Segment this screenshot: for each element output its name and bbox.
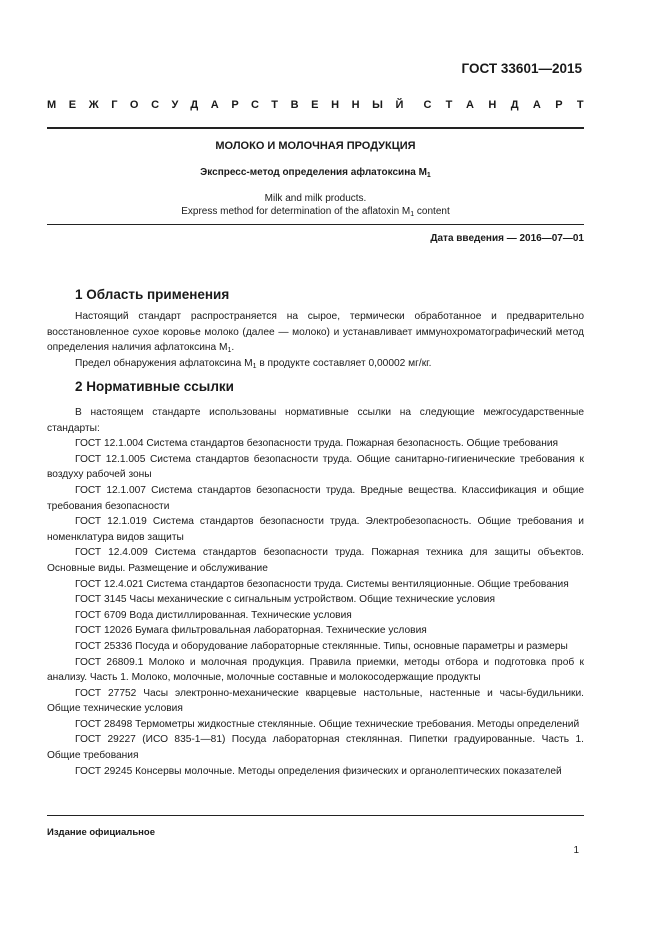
standard-code: ГОСТ 33601—2015	[461, 61, 582, 76]
footer-rule	[47, 815, 584, 816]
section-1-paragraph-1	[47, 309, 584, 356]
normative-references-list	[47, 436, 584, 779]
reference-item: ГОСТ 25336 Посуда и оборудование лабораторные стеклянные. Типы, основные параметры и размеры	[75, 640, 568, 652]
section-1-p2-suffix: в продукте составляет 0,00002 мг/кг.	[256, 357, 432, 369]
english-title-line2-suffix: content	[414, 206, 450, 217]
reference-item: ГОСТ 12026 Бумага фильтровальная лабораторная. Технические условия	[75, 625, 427, 637]
section-2-intro: В настоящем стандарте использованы нормативные ссылки на следующие межгосударственные стандарты:	[47, 407, 584, 434]
reference-item: ГОСТ 12.4.009 Система стандартов безопасности труда. Пожарная техника для защиты объектов. Основные виды. Размещение и обслуживание	[47, 547, 584, 574]
reference-item: ГОСТ 12.1.019 Система стандартов безопасности труда. Электробезопасность. Общие требования и номенклатура видов защиты	[47, 516, 584, 543]
subtitle-text: Экспресс-метод определения афлатоксина M	[200, 167, 427, 178]
header-rule	[47, 127, 584, 129]
title-rule	[47, 224, 584, 225]
reference-item: ГОСТ 12.1.007 Система стандартов безопасности труда. Вредные вещества. Классификация и общие требования безопасности	[47, 484, 584, 512]
english-title	[47, 192, 584, 218]
reference-item: ГОСТ 12.4.021 Система стандартов безопасности труда. Системы вентиляционные. Общие требования	[75, 578, 569, 590]
section-1-paragraph-2	[47, 356, 584, 372]
reference-item: ГОСТ 12.1.005 Система стандартов безопасности труда. Общие санитарно-гигиенические требования к воздуху рабочей зоны	[47, 453, 584, 481]
section-1-p2-text: Предел обнаружения афлатоксина M	[75, 357, 253, 369]
section-1-p1-index: 1	[227, 347, 232, 355]
edition-label: Издание официальное	[47, 827, 155, 838]
reference-item: ГОСТ 28498 Термометры жидкостные стеклянные. Общие технические требования. Методы определений	[75, 718, 580, 730]
date-introduction: Дата введения — 2016—07—01	[430, 233, 584, 244]
reference-item: ГОСТ 6709 Вода дистиллированная. Технические условия	[75, 609, 352, 621]
subtitle-index: 1	[426, 172, 431, 179]
banner-left-word: МЕЖГОСУДАРСТВЕННЫЙ	[47, 99, 417, 111]
reference-item: ГОСТ 29227 (ИСО 835-1—81) Посуда лабораторная стеклянная. Пипетки градуированные. Часть 1. Общие требования	[47, 734, 584, 762]
english-title-index: 1	[410, 211, 415, 218]
reference-item: ГОСТ 27752 Часы электронно-механические кварцевые настольные, настенные и часы-будильники. Общие технические условия	[47, 687, 584, 715]
section-1-heading: 1 Область применения	[75, 287, 230, 302]
section-2-heading: 2 Нормативные ссылки	[75, 379, 234, 394]
section-1-p1-text: Настоящий стандарт распространяется на сырое, термически обработанное и предварительно восстановленное сухое коровье молоко (далее — молоко) и устанавливает иммунохроматографический метод определения наличия афлатоксина M	[47, 311, 584, 354]
section-1-p1-suffix: .	[231, 342, 235, 354]
english-title-line2-prefix: Express method for determination of the aflatoxin M	[181, 206, 411, 217]
section-1-p2-index: 1	[252, 362, 257, 370]
document-title: МОЛОКО И МОЛОЧНАЯ ПРОДУКЦИЯ	[215, 140, 416, 152]
standard-type-banner	[47, 99, 598, 111]
english-title-line2	[47, 205, 584, 218]
english-title-line1: Milk and milk products.	[264, 193, 367, 204]
reference-item: ГОСТ 3145 Часы механические с сигнальным устройством. Общие технические условия	[75, 594, 496, 606]
banner-right-word: СТАНДАРТ	[423, 99, 598, 111]
reference-item: ГОСТ 12.1.004 Система стандартов безопасности труда. Пожарная безопасность. Общие требования	[75, 438, 559, 450]
reference-item: ГОСТ 29245 Консервы молочные. Методы определения физических и органолептических показателей	[75, 765, 562, 777]
section-2-body	[47, 405, 584, 779]
page-number: 1	[573, 845, 579, 856]
reference-item: ГОСТ 26809.1 Молоко и молочная продукция. Правила приемки, методы отбора и подготовка проб к анализу. Часть 1. Молоко, молочные, молочные составные и молокосодержащие продукты	[47, 656, 584, 684]
document-subtitle	[47, 167, 584, 178]
section-1-body	[47, 309, 584, 371]
